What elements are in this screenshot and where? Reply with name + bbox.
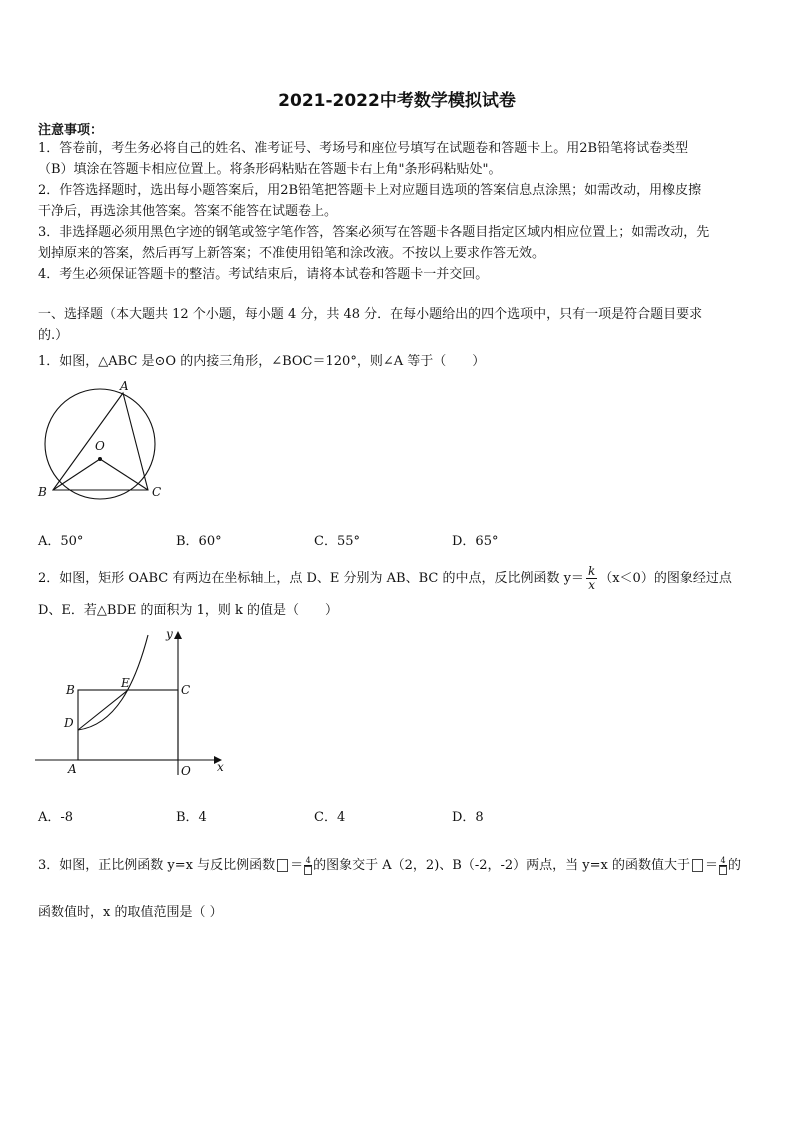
notice-line: 1．答卷前，考生务必将自己的姓名、准考证号、考场号和座位号填写在试题卷和答题卡上。用2B铅笔将试卷类型 — [38, 141, 689, 156]
option-b[interactable]: B．4 — [176, 810, 207, 825]
option-a[interactable]: A．50° — [38, 534, 84, 549]
missing-glyph-icon — [719, 866, 727, 875]
label-o: O — [181, 764, 191, 778]
segment-ob — [53, 459, 100, 490]
label-d: D — [64, 716, 74, 730]
q1-circle-figure — [30, 378, 180, 503]
notice-line: 划掉原来的答案，然后再写上新答案；不准使用铅笔和涂改液。不按以上要求作答无效。 — [38, 246, 546, 261]
fraction-numerator: 4 — [720, 855, 726, 865]
q3-stem-line2: 函数值时，x 的取值范围是（ ） — [38, 905, 223, 920]
q2-stem-line2: D、E．若△BDE 的面积为 1，则 k 的值是（ ） — [38, 603, 339, 618]
label-o: O — [95, 439, 105, 453]
rectangle-oabc — [78, 690, 178, 760]
small-fraction — [719, 857, 727, 875]
label-c: C — [152, 485, 162, 499]
y-axis-arrow — [174, 631, 182, 639]
section-heading: 一、选择题（本大题共 12 个小题，每小题 4 分，共 48 分．在每小题给出的四个选项中，只有一项是符合题目要求 — [38, 307, 703, 322]
label-b: B — [66, 683, 75, 697]
label-b: B — [38, 485, 47, 499]
q1-stem: 1．如图，△ABC 是⊙O 的内接三角形，∠BOC＝120°，则∠A 等于（ ） — [38, 354, 486, 369]
option-c[interactable]: C．55° — [314, 534, 360, 549]
option-d[interactable]: D．8 — [452, 810, 484, 825]
segment-de — [78, 690, 128, 730]
notice-heading: 注意事项： — [38, 123, 104, 138]
q1-options — [38, 530, 590, 549]
section-heading-cont: 的.） — [38, 328, 69, 343]
fraction-numerator: k — [587, 564, 596, 578]
option-c[interactable]: C．4 — [314, 810, 346, 825]
q3-part1: 3．如图，正比例函数 y=x 与反比例函数 — [38, 858, 276, 873]
label-x: x — [217, 760, 224, 774]
q3-part2: 的图象交于 A（2，2)、B（-2，-2）两点，当 y=x 的函数值大于 — [313, 858, 690, 873]
option-d[interactable]: D．65° — [452, 534, 499, 549]
missing-glyph-icon — [692, 859, 703, 872]
notice-line: 2．作答选择题时，选出每小题答案后，用2B铅笔把答题卡上对应题目选项的答案信息点涂黑；如需改动，用橡皮擦 — [38, 183, 702, 198]
hyperbola-curve — [78, 635, 148, 730]
label-a: A — [120, 379, 129, 393]
q2-stem-part1: 2．如图，矩形 OABC 有两边在坐标轴上，点 D、E 分别为 AB、BC 的中点，反比例函数 y＝ — [38, 571, 584, 586]
q2-options — [38, 806, 590, 825]
label-e: E — [121, 676, 130, 690]
option-b[interactable]: B．60° — [176, 534, 222, 549]
center-point — [98, 457, 102, 461]
q3-stem — [38, 854, 741, 878]
missing-glyph-icon — [304, 866, 312, 875]
notice-line: 干净后，再选涂其他答案。答案不能答在试题卷上。 — [38, 204, 338, 219]
fraction-k-over-x — [586, 565, 597, 592]
fraction-numerator: 4 — [305, 855, 311, 865]
label-c: C — [181, 683, 191, 697]
q2-stem-part2: （x＜0）的图象经过点 — [599, 571, 732, 586]
page-title: 2021-2022中考数学模拟试卷 — [278, 91, 516, 111]
equals-sign: ＝ — [704, 858, 718, 873]
notice-line: 4．考生必须保证答题卡的整洁。考试结束后，请将本试卷和答题卡一并交回。 — [38, 267, 489, 282]
notice-line: （B）填涂在答题卡相应位置上。将条形码粘贴在答题卡右上角"条形码粘贴处"。 — [38, 162, 502, 177]
missing-glyph-icon — [277, 859, 288, 872]
q3-part3: 的 — [728, 858, 742, 873]
q2-stem — [38, 565, 732, 592]
equals-sign: ＝ — [290, 858, 304, 873]
option-a[interactable]: A．-8 — [38, 810, 74, 825]
fraction-denominator: x — [588, 578, 595, 592]
label-a: A — [68, 762, 77, 776]
label-y: y — [166, 627, 173, 641]
q2-coordinate-figure — [30, 625, 240, 785]
small-fraction — [304, 857, 312, 875]
notice-line: 3．非选择题必须用黑色字迹的钢笔或签字笔作答，答案必须写在答题卡各题目指定区域内相应位置上；如需改动，先 — [38, 225, 710, 240]
